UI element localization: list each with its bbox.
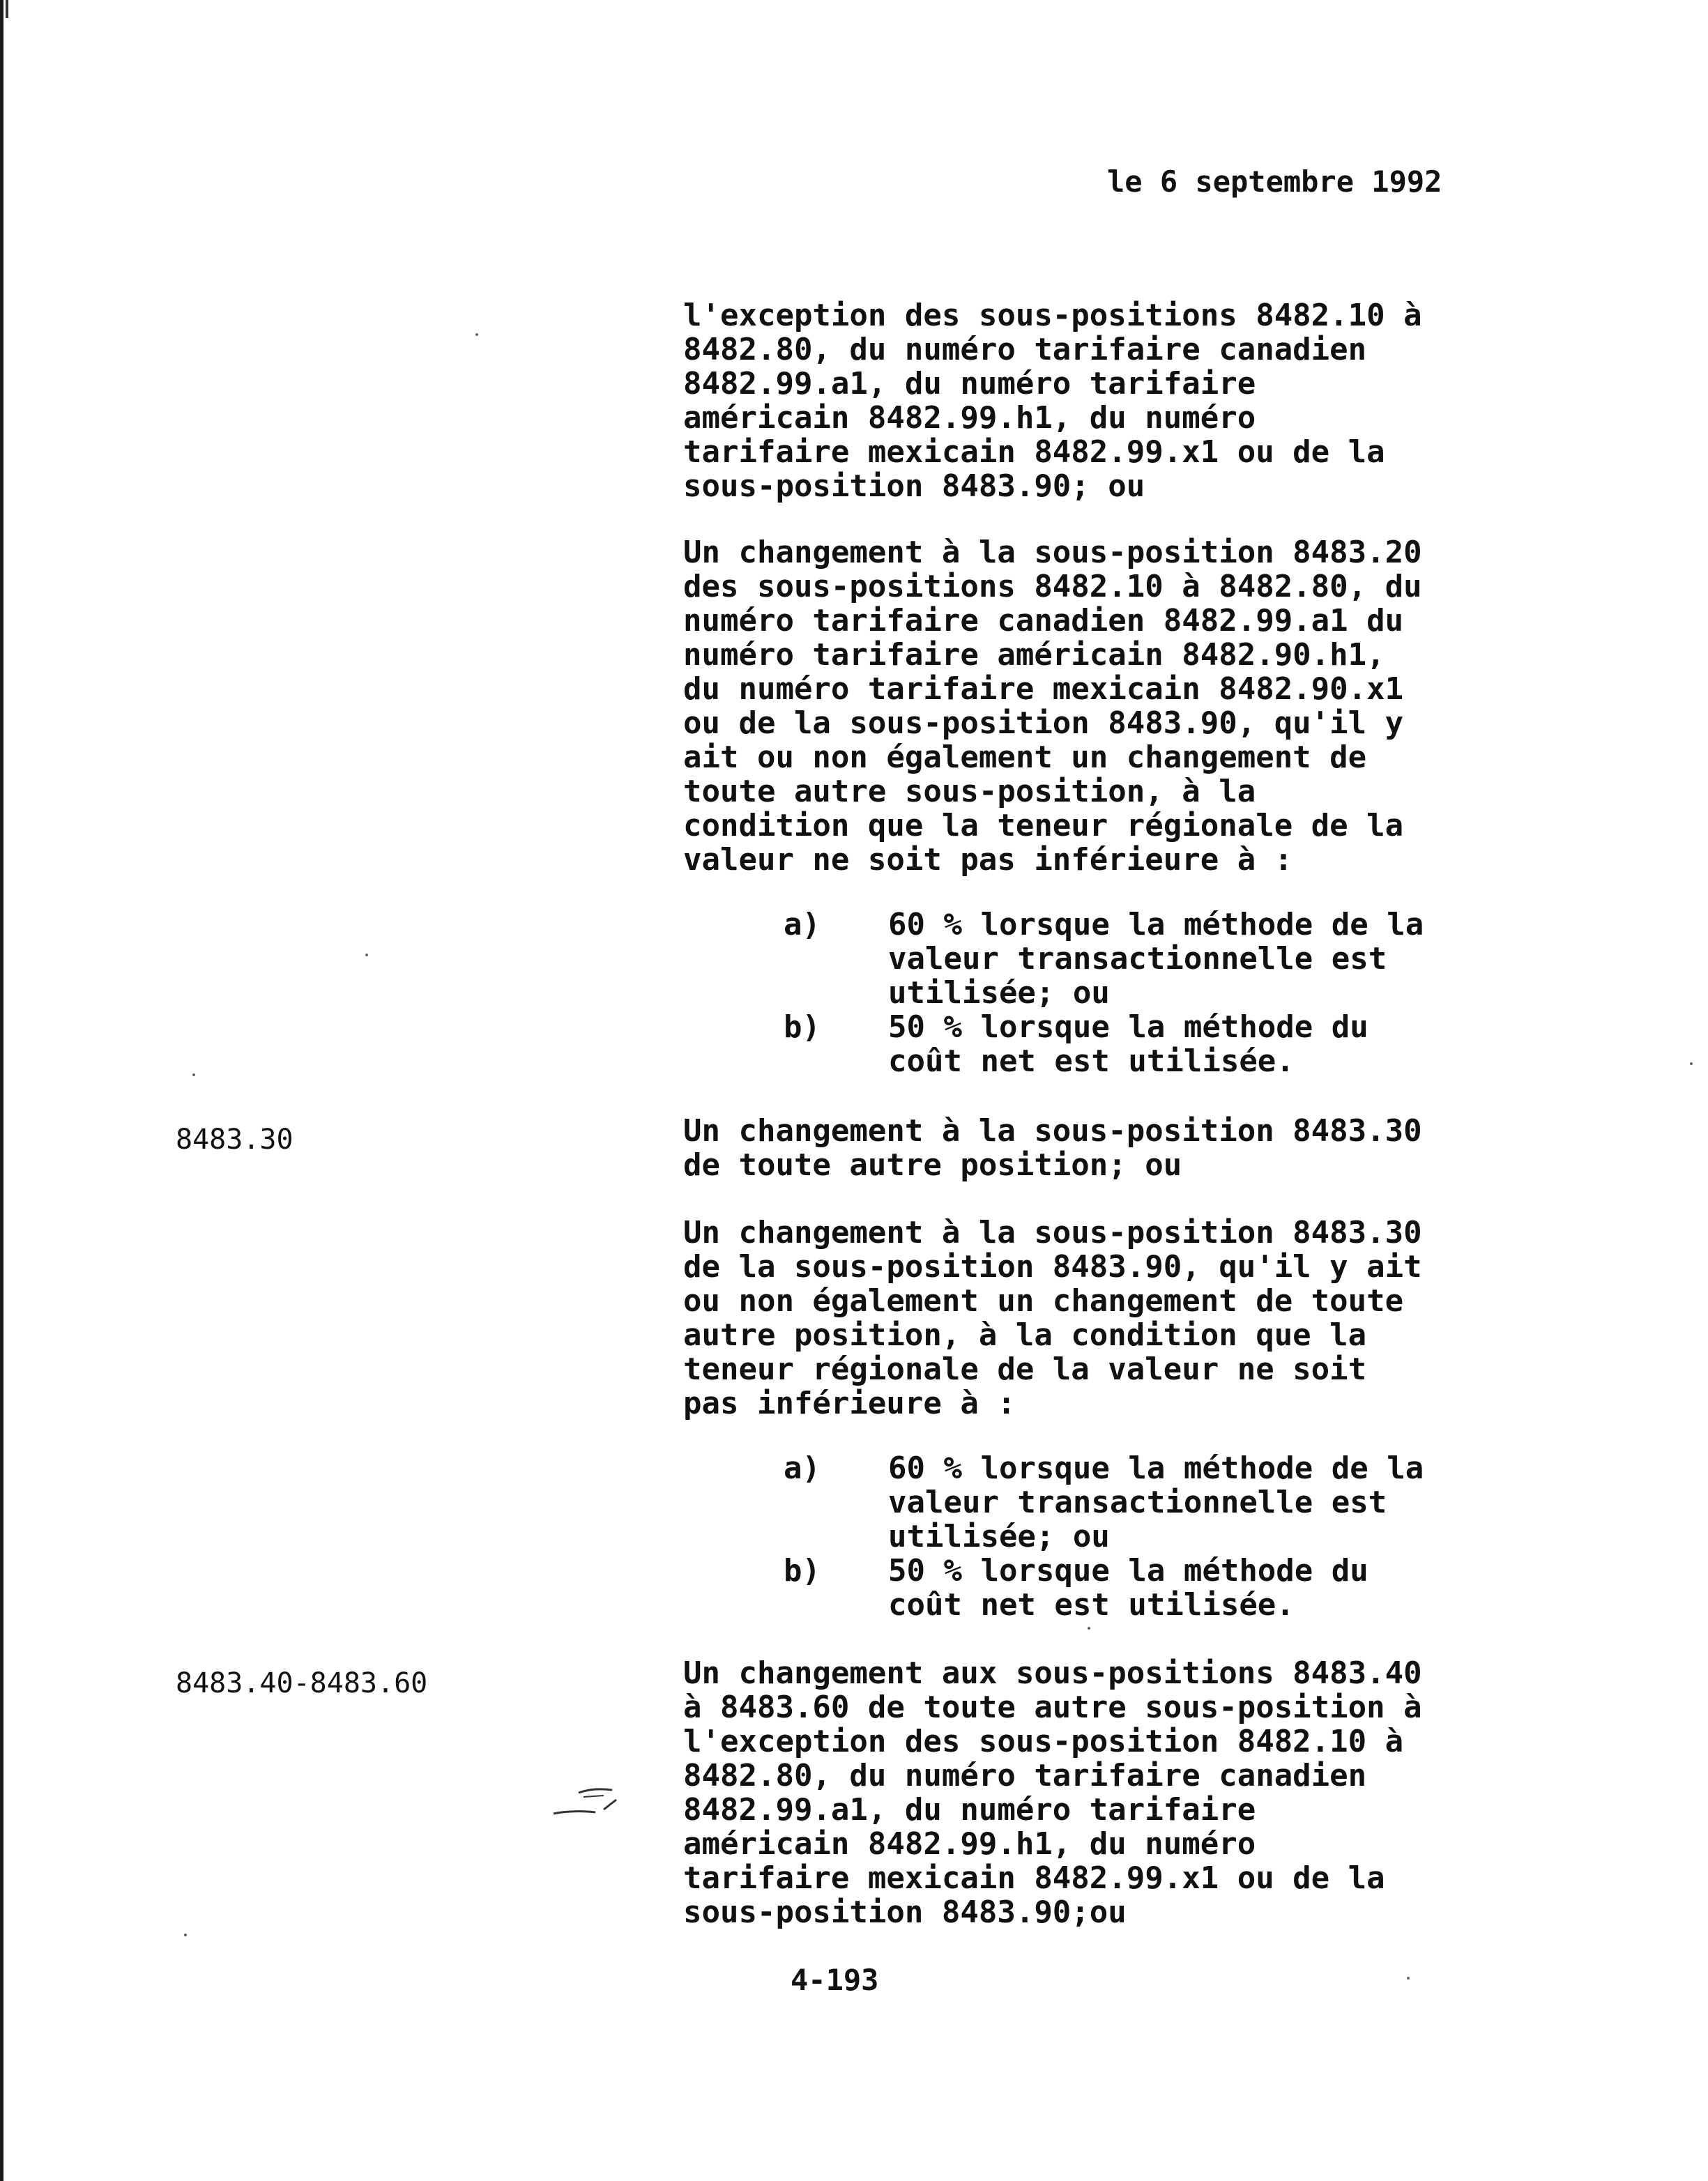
document-date: le 6 septembre 1992	[1107, 164, 1442, 199]
scan-speck	[1088, 1627, 1090, 1630]
list-label: a)	[784, 907, 821, 942]
paragraph-8483-40-60-change: Un changement aux sous-positions 8483.40 à 8483.60 de toute autre sous-position à l'exception des sous-position 8482.10 à 8482.80, du numéro tarifaire canadien 8482.99.a1, du numéro tarifaire américain 8482.99.h1, du numéro tarifaire mexicain 8482.99.x1 ou de la sous-position 8483.90;ou	[683, 1655, 1422, 1930]
list-text: 50 % lorsque la méthode du coût net est utilisée.	[888, 1553, 1368, 1623]
scan-speck	[192, 1073, 195, 1076]
paragraph-exception-continued: l'exception des sous-positions 8482.10 à 8482.80, du numéro tarifaire canadien 8482.99.a1, du numéro tarifaire américain 8482.99.h1, du numéro tarifaire mexicain 8482.99.x1 ou de la sous-position 8483.90; ou	[683, 298, 1422, 504]
paragraph-8483-30-regional: Un changement à la sous-position 8483.30 de la sous-position 8483.90, qu'il y ait ou non également un changement de toute autre position, à la condition que la teneur régionale de la valeur ne soit pas inférieure à :	[683, 1215, 1422, 1421]
handwritten-mark	[552, 1782, 636, 1823]
scan-mark	[6, 0, 8, 18]
scan-speck	[1690, 1062, 1693, 1065]
list-label: b)	[784, 1553, 821, 1589]
list-text: 60 % lorsque la méthode de la valeur transactionnelle est utilisée; ou	[888, 1451, 1424, 1554]
list-label: b)	[784, 1009, 821, 1045]
tariff-code-8483-40-60: 8483.40-8483.60	[176, 1667, 428, 1699]
scan-speck	[475, 333, 478, 336]
list-label: a)	[784, 1451, 821, 1486]
paragraph-8483-20-change: Un changement à la sous-position 8483.20 des sous-positions 8482.10 à 8482.80, du numéro tarifaire canadien 8482.99.a1 du numéro tarifaire américain 8482.90.h1, du numéro tarifaire mexicain 8482.90.x1 ou de la sous-position 8483.90, qu'il y ait ou non également un changement de toute autre sous-position, à la condition que la teneur régionale de la valeur ne soit pas inférieure à :	[683, 535, 1422, 878]
list-text: 50 % lorsque la méthode du coût net est utilisée.	[888, 1009, 1368, 1079]
scan-speck	[184, 1934, 187, 1936]
scan-speck	[1407, 1977, 1410, 1980]
list-text: 60 % lorsque la méthode de la valeur transactionnelle est utilisée; ou	[888, 907, 1424, 1011]
scan-left-edge	[0, 0, 3, 2181]
scan-speck	[365, 954, 368, 956]
tariff-code-8483-30: 8483.30	[176, 1124, 293, 1156]
paragraph-8483-30-change: Un changement à la sous-position 8483.30 de toute autre position; ou	[683, 1113, 1422, 1183]
page-number: 4-193	[791, 1963, 879, 1997]
